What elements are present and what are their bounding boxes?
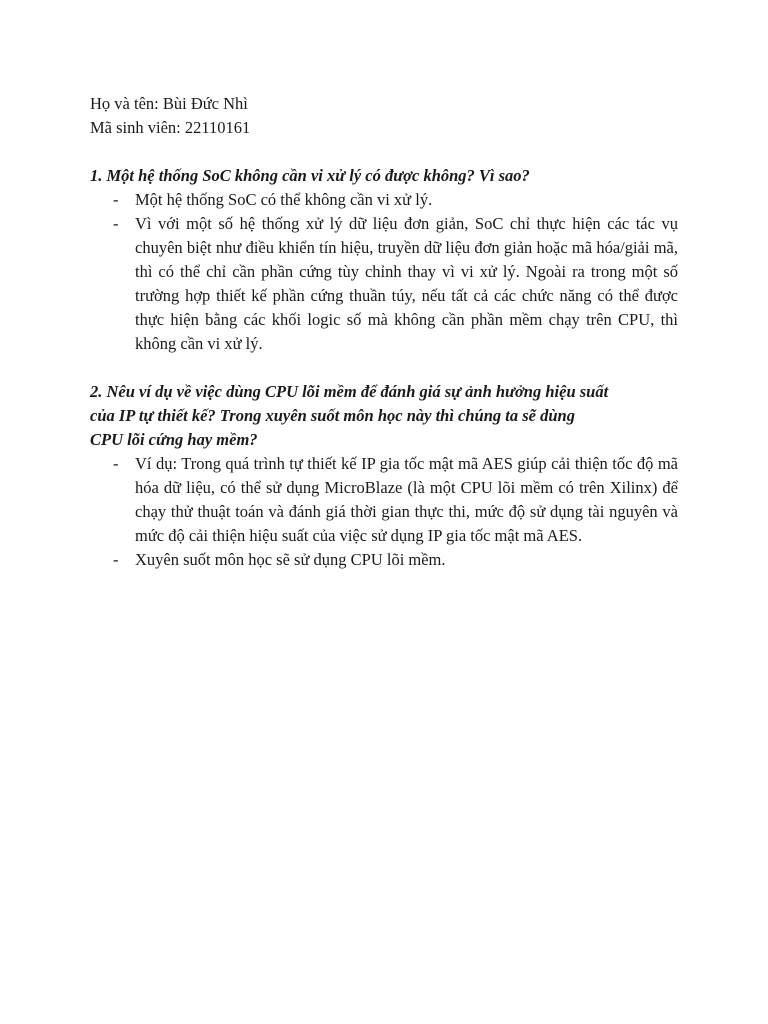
question-2-line: của IP tự thiết kế? Trong xuyên suốt môn học này thì chúng ta sẽ dùng [90,406,575,425]
question-2-heading [90,380,678,452]
question-1-heading: 1. Một hệ thống SoC không cần vi xử lý có được không? Vì sao? [90,166,530,185]
answer-item [90,452,678,548]
bullet-dash: - [113,550,119,569]
answer-text: Vì với một số hệ thống xử lý dữ liệu đơn giản, SoC chỉ thực hiện các tác vụ chuyên biệt như điều khiển tín hiệu, truyền dữ liệu đơn giản hoặc mã hóa/giải mã, thì có thể chỉ cần phần cứng tùy chỉnh thay vì vi xử lý. Ngoài ra trong một số trường hợp thiết kế phần cứng thuần túy, nếu tất cả các chức năng có thể được thực hiện bằng các khối logic số mà không cần phần mềm chạy trên CPU, thì không cần vi xử lý. [135,214,678,353]
answer-text: Xuyên suốt môn học sẽ sử dụng CPU lõi mềm. [135,550,446,569]
student-id-line: Mã sinh viên: 22110161 [90,118,251,137]
question-2-line: 2. Nêu ví dụ về việc dùng CPU lõi mềm để đánh giá sự ảnh hưởng hiệu suất [90,382,609,401]
question-2-answer-list [90,452,678,572]
question-section-1 [90,164,678,356]
answer-item [90,548,678,572]
student-name-line: Họ và tên: Bùi Đức Nhì [90,94,248,113]
answer-item [90,212,678,356]
answer-text: Ví dụ: Trong quá trình tự thiết kế IP gia tốc mật mã AES giúp cải thiện tốc độ mã hóa dữ liệu, có thể sử dụng MicroBlaze (là một CPU lõi mềm có trên Xilinx) để chạy thử thuật toán và đánh giá thời gian thực thi, mức độ sử dụng tài nguyên và mức độ cải thiện hiệu suất của việc sử dụng IP gia tốc mật mã AES. [135,454,678,545]
question-1-answer-list [90,188,678,356]
question-2-line: CPU lõi cứng hay mềm? [90,430,258,449]
blank-line [90,140,678,164]
bullet-dash: - [113,454,119,473]
bullet-dash: - [113,190,119,209]
answer-text: Một hệ thống SoC có thể không cần vi xử lý. [135,190,433,209]
answer-item [90,188,678,212]
document-page [90,92,678,572]
bullet-dash: - [113,214,119,233]
question-section-2 [90,380,678,572]
